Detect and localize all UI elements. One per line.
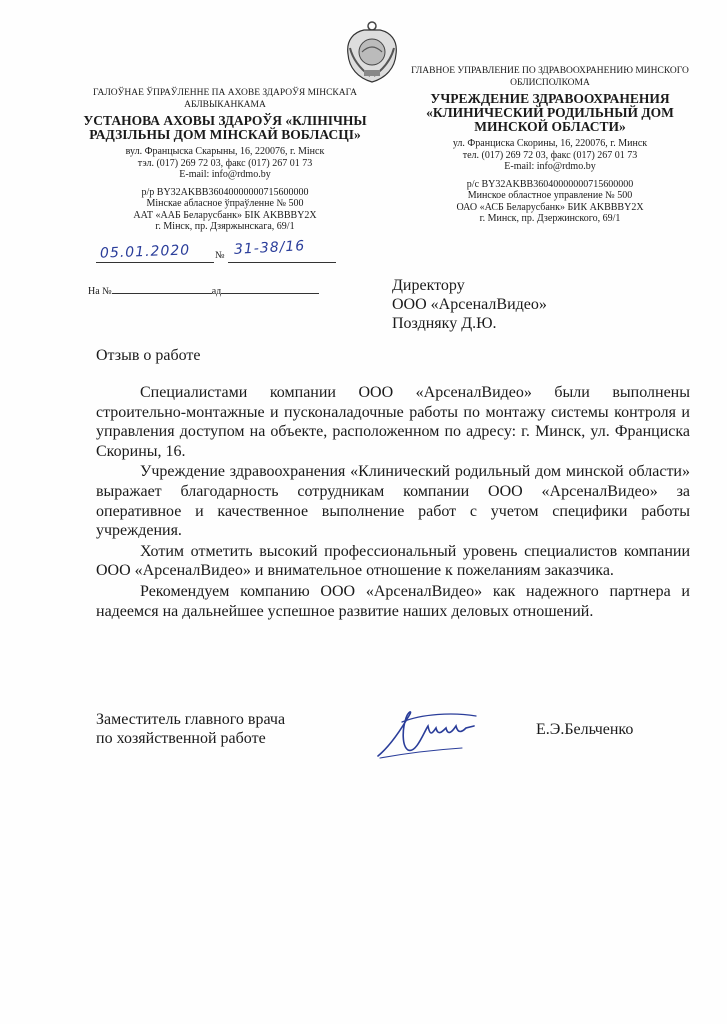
phone: тел. (017) 269 72 03, факс (017) 267 01 73 xyxy=(462,149,638,161)
body-paragraph: Учреждение здравоохранения «Клинический родильный дом минской области» выражает благодарность сотрудникам компании ООО «АрсеналВидео» за оперативное и качественное выполнение работ с учетом специфики работы учреждения. xyxy=(96,463,690,540)
outgoing-date: 05.01.2020 xyxy=(99,242,191,262)
body-paragraph: Рекомендуем компанию ООО «АрсеналВидео» как надежного партнера и надеемся на дальнейшее успешное развитие наших деловых отношений. xyxy=(96,582,690,620)
signatory-title xyxy=(96,710,285,748)
signatory-title-line: по хозяйственной работе xyxy=(96,730,266,747)
incoming-number-label: На № xyxy=(88,286,112,297)
header-russian xyxy=(400,66,700,225)
addressee-line: ООО «АрсеналВидео» xyxy=(392,296,547,313)
bank-line-1: Мінскае абласное ўпраўленне № 500 xyxy=(146,198,304,209)
bank-account: р/р BY32AKBB36040000000715600000 xyxy=(141,186,309,198)
body-paragraph: Специалистами компании ООО «АрсеналВидео» были выполнены строительно-монтажные и пусконаладочные работы по монтажу системы контроля и управления доступом на объекте, расположенном по адресу: г. Минск, ул. Франциска Скорины, 16. xyxy=(96,384,690,460)
bank-line-3: г. Минск, пр. Дзержинского, 69/1 xyxy=(479,213,621,224)
bank-line-2: ОАО «АСБ Беларусбанк» БИК AKBBBY2X xyxy=(456,201,644,213)
bank-line-2: ААТ «ААБ Беларусбанк» БІК AKBBBY2X xyxy=(133,209,317,221)
signatory-title-line: Заместитель главного врача xyxy=(96,711,286,728)
header-belarusian xyxy=(80,88,370,233)
bank-line-3: г. Мінск, пр. Дзяржынскага, 69/1 xyxy=(155,221,295,232)
ministry-name: ГАЛОЎНАЕ ЎПРАЎЛЕННЕ ПА АХОВЕ ЗДАРОЎЯ МІНСКАГА АБЛВЫКАНКАМА xyxy=(93,88,357,110)
institution-name: УЧРЕЖДЕНИЕ ЗДРАВООХРАНЕНИЯ «КЛИНИЧЕСКИЙ РОДИЛЬНЫЙ ДОМ МИНСКОЙ ОБЛАСТИ» xyxy=(426,91,674,134)
state-emblem-icon xyxy=(340,18,404,86)
number-label: № xyxy=(215,250,225,261)
addressee-line: Директору xyxy=(392,277,465,294)
handwritten-signature-icon xyxy=(372,706,482,762)
incoming-reference xyxy=(88,283,338,297)
outgoing-registration xyxy=(96,238,336,264)
incoming-date-label: ад xyxy=(211,286,222,297)
email: E-mail: info@rdmo.by xyxy=(504,161,596,172)
signatory-name: Е.Э.Бельченко xyxy=(536,721,634,738)
ministry-name: ГЛАВНОЕ УПРАВЛЕНИЕ ПО ЗДРАВООХРАНЕНИЮ МИНСКОГО ОБЛИСПОЛКОМА xyxy=(411,66,689,88)
address: ул. Франциска Скорины, 16, 220076, г. Минск xyxy=(452,138,648,149)
email: E-mail: info@rdmo.by xyxy=(179,169,271,180)
addressee-block xyxy=(392,276,547,333)
body-paragraph: Хотим отметить высокий профессиональный уровень специалистов компании ООО «АрсеналВидео» и внимательное отношение к пожеланиям заказчика. xyxy=(96,542,690,580)
bank-account: р/с BY32AKBB36040000000715600000 xyxy=(466,178,634,190)
institution-name: УСТАНОВА АХОВЫ ЗДАРОЎЯ «КЛІНІЧНЫ РАДЗІЛЬНЫ ДОМ МІНСКАЙ ВОБЛАСЦІ» xyxy=(83,113,367,142)
letter-body xyxy=(96,383,690,622)
addressee-line: Поздняку Д.Ю. xyxy=(392,315,497,332)
bank-line-1: Минское областное управление № 500 xyxy=(467,190,633,201)
address: вул. Францыска Скарыны, 16, 220076, г. Мінск xyxy=(125,146,325,157)
outgoing-number: 31-38/16 xyxy=(233,238,306,258)
phone: тэл. (017) 269 72 03, факс (017) 267 01 73 xyxy=(137,157,313,169)
letter-subject: Отзыв о работе xyxy=(96,347,201,364)
